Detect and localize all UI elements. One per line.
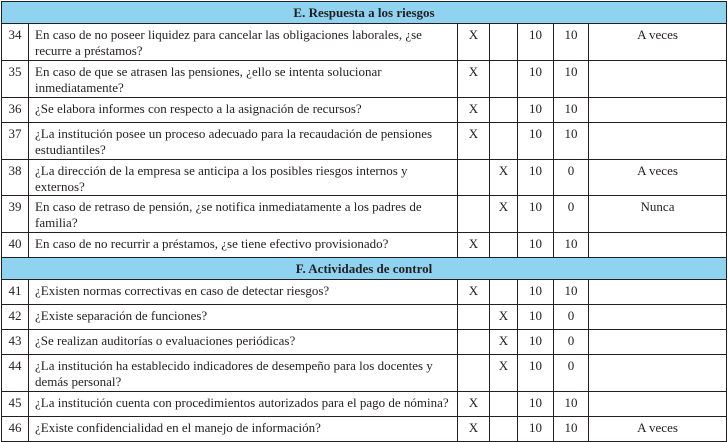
yes-mark: X bbox=[458, 233, 490, 258]
yes-mark: X bbox=[458, 123, 490, 160]
observation-text bbox=[589, 98, 727, 123]
table-row bbox=[2, 196, 727, 233]
row-number: 41 bbox=[2, 280, 29, 305]
row-number: 43 bbox=[2, 330, 29, 355]
table-row bbox=[2, 305, 727, 330]
question-text: En caso de no poseer liquidez para cancelar las obligaciones laborales, ¿se recurre a préstamos? bbox=[29, 24, 458, 61]
weight-value: 10 bbox=[518, 305, 554, 330]
row-number: 39 bbox=[2, 196, 29, 233]
table-row bbox=[2, 417, 727, 442]
table-row bbox=[2, 160, 727, 196]
score-value: 0 bbox=[554, 330, 589, 355]
question-text: En caso de que se atrasen las pensiones, ¿ello se intenta solucionar inmediatamente? bbox=[29, 61, 458, 98]
score-value: 0 bbox=[554, 305, 589, 330]
row-number: 40 bbox=[2, 233, 29, 258]
yes-mark: X bbox=[458, 392, 490, 417]
weight-value: 10 bbox=[518, 24, 554, 61]
question-text: ¿Existe separación de funciones? bbox=[29, 305, 458, 330]
no-mark bbox=[490, 280, 518, 305]
no-mark bbox=[490, 417, 518, 442]
table-row bbox=[2, 24, 727, 61]
question-text: ¿La institución posee un proceso adecuado para la recaudación de pensiones estudiantiles? bbox=[29, 123, 458, 160]
score-value: 0 bbox=[554, 160, 589, 196]
no-mark bbox=[490, 392, 518, 417]
question-text: ¿Se realizan auditorías o evaluaciones periódicas? bbox=[29, 330, 458, 355]
yes-mark bbox=[458, 196, 490, 233]
no-mark bbox=[490, 123, 518, 160]
yes-mark: X bbox=[458, 280, 490, 305]
yes-mark: X bbox=[458, 98, 490, 123]
score-value: 10 bbox=[554, 98, 589, 123]
table-row bbox=[2, 61, 727, 98]
row-number: 45 bbox=[2, 392, 29, 417]
score-value: 10 bbox=[554, 392, 589, 417]
question-text: En caso de retraso de pensión, ¿se notifica inmediatamente a los padres de familia? bbox=[29, 196, 458, 233]
no-mark: X bbox=[490, 305, 518, 330]
no-mark bbox=[490, 98, 518, 123]
question-text: ¿Existe confidencialidad en el manejo de información? bbox=[29, 417, 458, 442]
score-value: 10 bbox=[554, 61, 589, 98]
row-number: 42 bbox=[2, 305, 29, 330]
observation-text bbox=[589, 280, 727, 305]
question-text: ¿La institución ha establecido indicadores de desempeño para los docentes y demás personal? bbox=[29, 355, 458, 392]
weight-value: 10 bbox=[518, 196, 554, 233]
observation-text bbox=[589, 355, 727, 392]
weight-value: 10 bbox=[518, 98, 554, 123]
question-text: ¿La institución cuenta con procedimientos autorizados para el pago de nómina? bbox=[29, 392, 458, 417]
yes-mark bbox=[458, 330, 490, 355]
row-number: 44 bbox=[2, 355, 29, 392]
observation-text bbox=[589, 123, 727, 160]
score-value: 10 bbox=[554, 24, 589, 61]
weight-value: 10 bbox=[518, 417, 554, 442]
table-row bbox=[2, 392, 727, 417]
score-value: 10 bbox=[554, 417, 589, 442]
observation-text bbox=[589, 330, 727, 355]
table-row bbox=[2, 280, 727, 305]
question-text: ¿Se elabora informes con respecto a la asignación de recursos? bbox=[29, 98, 458, 123]
table-row bbox=[2, 98, 727, 123]
weight-value: 10 bbox=[518, 330, 554, 355]
row-number: 38 bbox=[2, 160, 29, 196]
question-text: ¿Existen normas correctivas en caso de detectar riesgos? bbox=[29, 280, 458, 305]
yes-mark bbox=[458, 355, 490, 392]
observation-text: Nunca bbox=[589, 196, 727, 233]
observation-text: A veces bbox=[589, 417, 727, 442]
score-value: 0 bbox=[554, 355, 589, 392]
row-number: 36 bbox=[2, 98, 29, 123]
questionnaire-body bbox=[2, 2, 727, 442]
yes-mark bbox=[458, 305, 490, 330]
score-value: 10 bbox=[554, 123, 589, 160]
section-title: F. Actividades de control bbox=[2, 258, 727, 280]
weight-value: 10 bbox=[518, 392, 554, 417]
observation-text bbox=[589, 305, 727, 330]
no-mark: X bbox=[490, 330, 518, 355]
weight-value: 10 bbox=[518, 61, 554, 98]
no-mark: X bbox=[490, 355, 518, 392]
score-value: 10 bbox=[554, 233, 589, 258]
weight-value: 10 bbox=[518, 160, 554, 196]
observation-text: A veces bbox=[589, 24, 727, 61]
yes-mark: X bbox=[458, 61, 490, 98]
yes-mark: X bbox=[458, 417, 490, 442]
weight-value: 10 bbox=[518, 123, 554, 160]
row-number: 46 bbox=[2, 417, 29, 442]
weight-value: 10 bbox=[518, 280, 554, 305]
observation-text bbox=[589, 392, 727, 417]
row-number: 37 bbox=[2, 123, 29, 160]
section-header bbox=[2, 2, 727, 24]
score-value: 0 bbox=[554, 196, 589, 233]
score-value: 10 bbox=[554, 280, 589, 305]
observation-text bbox=[589, 61, 727, 98]
table-row bbox=[2, 233, 727, 258]
row-number: 34 bbox=[2, 24, 29, 61]
question-text: En caso de no recurrir a préstamos, ¿se tiene efectivo provisionado? bbox=[29, 233, 458, 258]
weight-value: 10 bbox=[518, 233, 554, 258]
question-text: ¿La dirección de la empresa se anticipa a los posibles riesgos internos y externos? bbox=[29, 160, 458, 196]
no-mark: X bbox=[490, 196, 518, 233]
row-number: 35 bbox=[2, 61, 29, 98]
no-mark bbox=[490, 233, 518, 258]
section-title: E. Respuesta a los riesgos bbox=[2, 2, 727, 24]
no-mark bbox=[490, 24, 518, 61]
yes-mark: X bbox=[458, 24, 490, 61]
yes-mark bbox=[458, 160, 490, 196]
observation-text: A veces bbox=[589, 160, 727, 196]
observation-text bbox=[589, 233, 727, 258]
no-mark: X bbox=[490, 160, 518, 196]
questionnaire-table bbox=[1, 1, 727, 442]
table-row bbox=[2, 330, 727, 355]
table-row bbox=[2, 355, 727, 392]
table-row bbox=[2, 123, 727, 160]
no-mark bbox=[490, 61, 518, 98]
section-header bbox=[2, 258, 727, 280]
weight-value: 10 bbox=[518, 355, 554, 392]
